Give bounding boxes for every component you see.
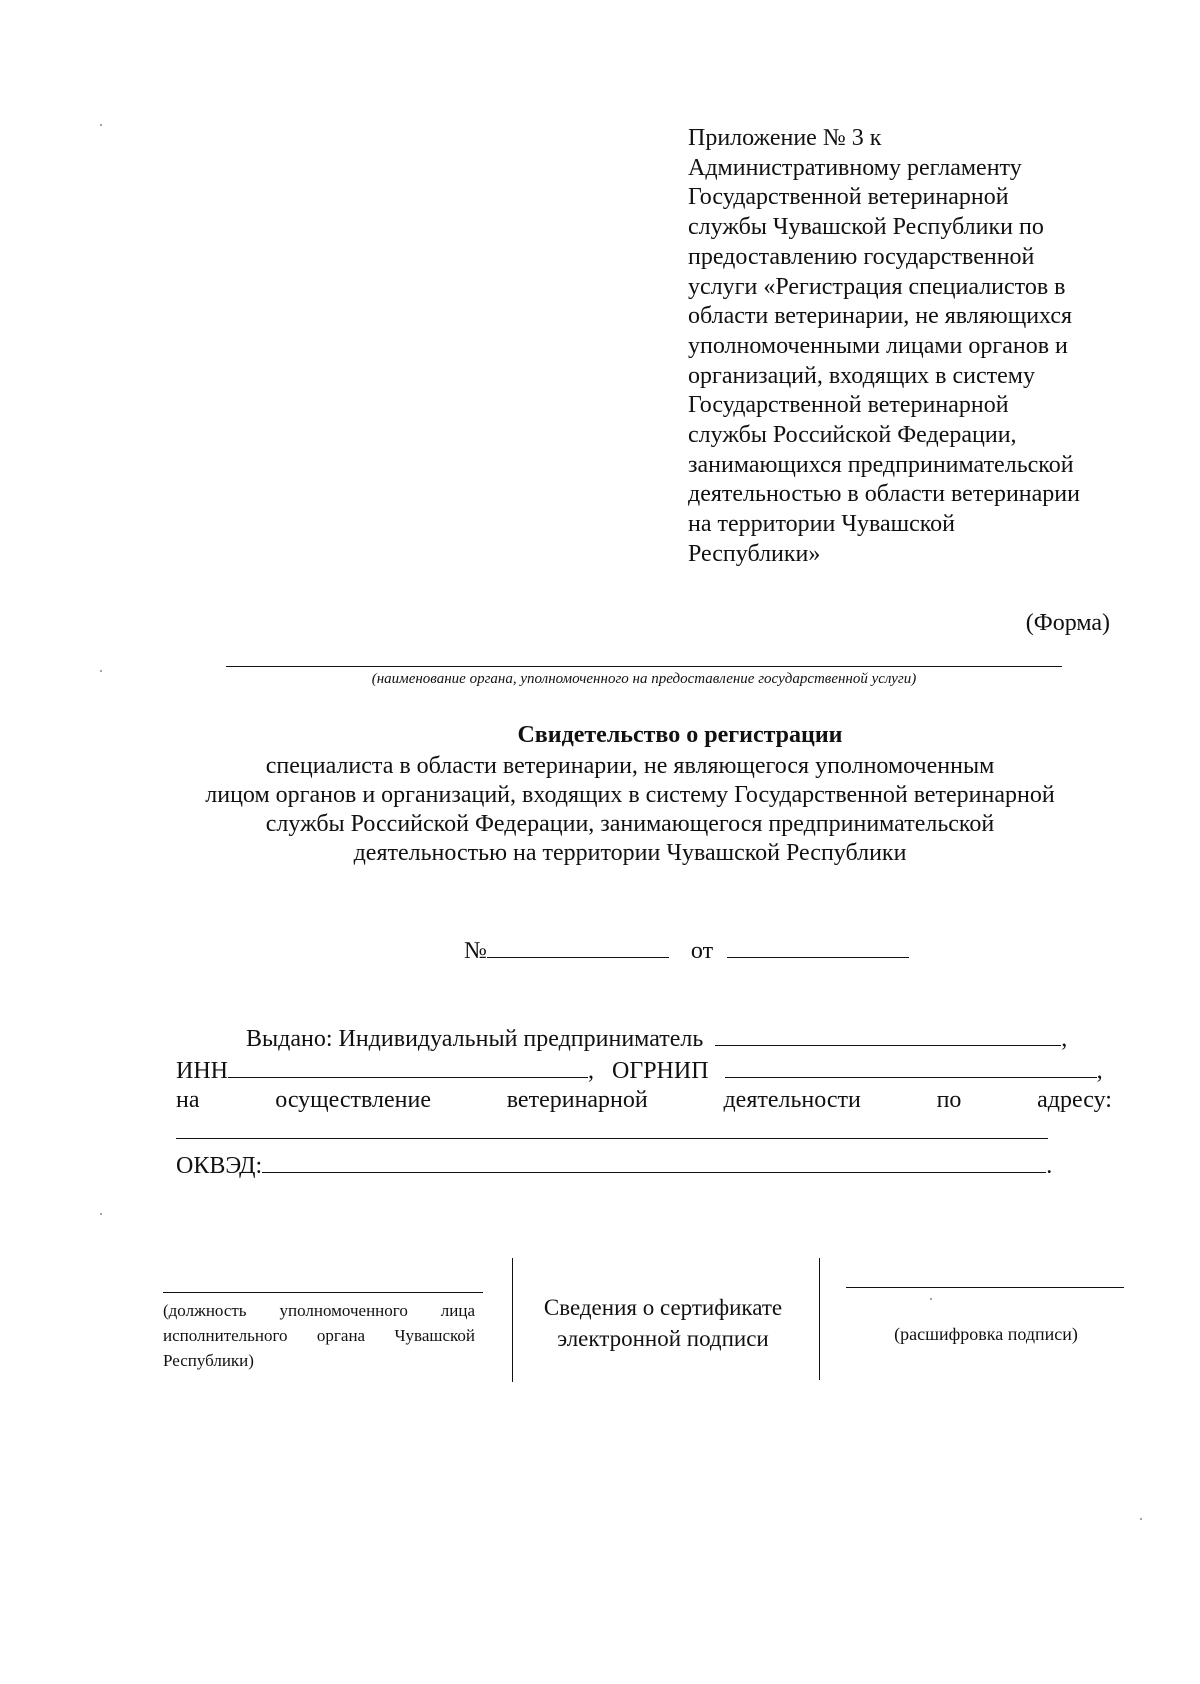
- appendix-line: Республики»: [688, 540, 821, 567]
- appendix-line: Государственной ветеринарной: [688, 184, 1009, 211]
- ogrnip-field[interactable]: [725, 1055, 1097, 1078]
- activity-word: по: [936, 1087, 962, 1113]
- position-caption: (должность уполномоченного лица исполнительного органа Чувашской Республики): [163, 1301, 475, 1370]
- position-signature-line[interactable]: [163, 1292, 483, 1293]
- appendix-line: на территории Чувашской: [688, 511, 956, 538]
- inn-field[interactable]: [228, 1055, 588, 1078]
- org-name-caption: (наименование органа, уполномоченного на предоставление государственной услуги): [371, 671, 917, 687]
- scan-speck: [100, 670, 102, 672]
- appendix-line: службы Чувашской Республики по: [688, 214, 1044, 241]
- scan-speck: [1140, 1518, 1142, 1520]
- activity-word: ветеринарной: [506, 1087, 648, 1113]
- activity-word: адресу:: [1037, 1087, 1112, 1113]
- appendix-line: предоставлению государственной: [688, 243, 1035, 270]
- ogrnip-label: ОГРНИП: [612, 1058, 709, 1084]
- okved-field[interactable]: [262, 1150, 1046, 1173]
- certificate-subtitle-line: специалиста в области ветеринарии, не являющегося уполномоченным: [265, 753, 995, 779]
- certificate-subtitle: [160, 752, 1100, 868]
- certificate-title: Свидетельство о регистрации: [517, 722, 843, 748]
- activity-word: деятельности: [723, 1087, 861, 1113]
- org-name-field-line[interactable]: [226, 666, 1062, 667]
- activity-address-row: [176, 1087, 1112, 1114]
- certificate-subtitle-line: службы Российской Федерации, занимающегося предпринимательской: [265, 811, 995, 837]
- appendix-line: услуги «Регистрация специалистов в: [688, 273, 1066, 300]
- signature-divider-right: [819, 1258, 820, 1380]
- date-field[interactable]: [727, 935, 909, 958]
- address-field-line[interactable]: [176, 1138, 1048, 1139]
- okved-label: ОКВЭД:: [176, 1153, 263, 1179]
- issued-to-row: [246, 1023, 1067, 1053]
- appendix-line: Административному регламенту: [688, 154, 1022, 181]
- scan-speck: [100, 1213, 102, 1215]
- appendix-line: уполномоченными лицами органов и: [688, 332, 1068, 359]
- appendix-line: занимающихся предпринимательской: [688, 451, 1074, 478]
- signature-divider-left: [512, 1258, 513, 1382]
- activity-word: на: [176, 1087, 200, 1113]
- appendix-header: [688, 124, 1128, 570]
- entrepreneur-name-field[interactable]: [715, 1023, 1061, 1046]
- certificate-subtitle-line: деятельностью на территории Чувашской Республики: [353, 840, 907, 866]
- scan-speck: [100, 124, 102, 126]
- inn-ogrnip-row: [176, 1055, 1103, 1085]
- issued-comma: ,: [1061, 1026, 1068, 1052]
- scan-speck: [930, 1298, 932, 1300]
- number-field[interactable]: [487, 935, 669, 958]
- date-label: от: [690, 938, 714, 964]
- e-signature-info-line2: электронной подписи: [557, 1326, 769, 1351]
- inn-label: ИНН: [176, 1058, 228, 1084]
- signature-decoding-caption: (расшифровка подписи): [894, 1324, 1078, 1344]
- number-date-row: [464, 935, 909, 965]
- number-label: №: [464, 938, 487, 964]
- appendix-line: Государственной ветеринарной: [688, 392, 1009, 419]
- issued-to-label: Выдано: Индивидуальный предприниматель: [246, 1026, 704, 1052]
- okved-period: .: [1046, 1153, 1053, 1179]
- e-signature-info-line1: Сведения о сертификате: [543, 1295, 783, 1320]
- inn-comma: ,: [588, 1058, 594, 1084]
- e-signature-info: [518, 1292, 808, 1354]
- activity-word: осуществление: [275, 1087, 432, 1113]
- certificate-subtitle-line: лицом органов и организаций, входящих в систему Государственной ветеринарной: [205, 782, 1055, 808]
- appendix-line: Приложение № 3 к: [688, 125, 882, 151]
- appendix-line: службы Российской Федерации,: [688, 422, 1017, 449]
- form-label: (Форма): [1025, 610, 1110, 636]
- appendix-line: организаций, входящих в систему: [688, 362, 1035, 389]
- name-signature-line[interactable]: [846, 1287, 1124, 1288]
- appendix-line: области ветеринарии, не являющихся: [688, 303, 1073, 330]
- ogrnip-comma: ,: [1096, 1058, 1103, 1084]
- appendix-line: деятельностью в области ветеринарии: [688, 481, 1080, 508]
- okved-row: [176, 1150, 1052, 1180]
